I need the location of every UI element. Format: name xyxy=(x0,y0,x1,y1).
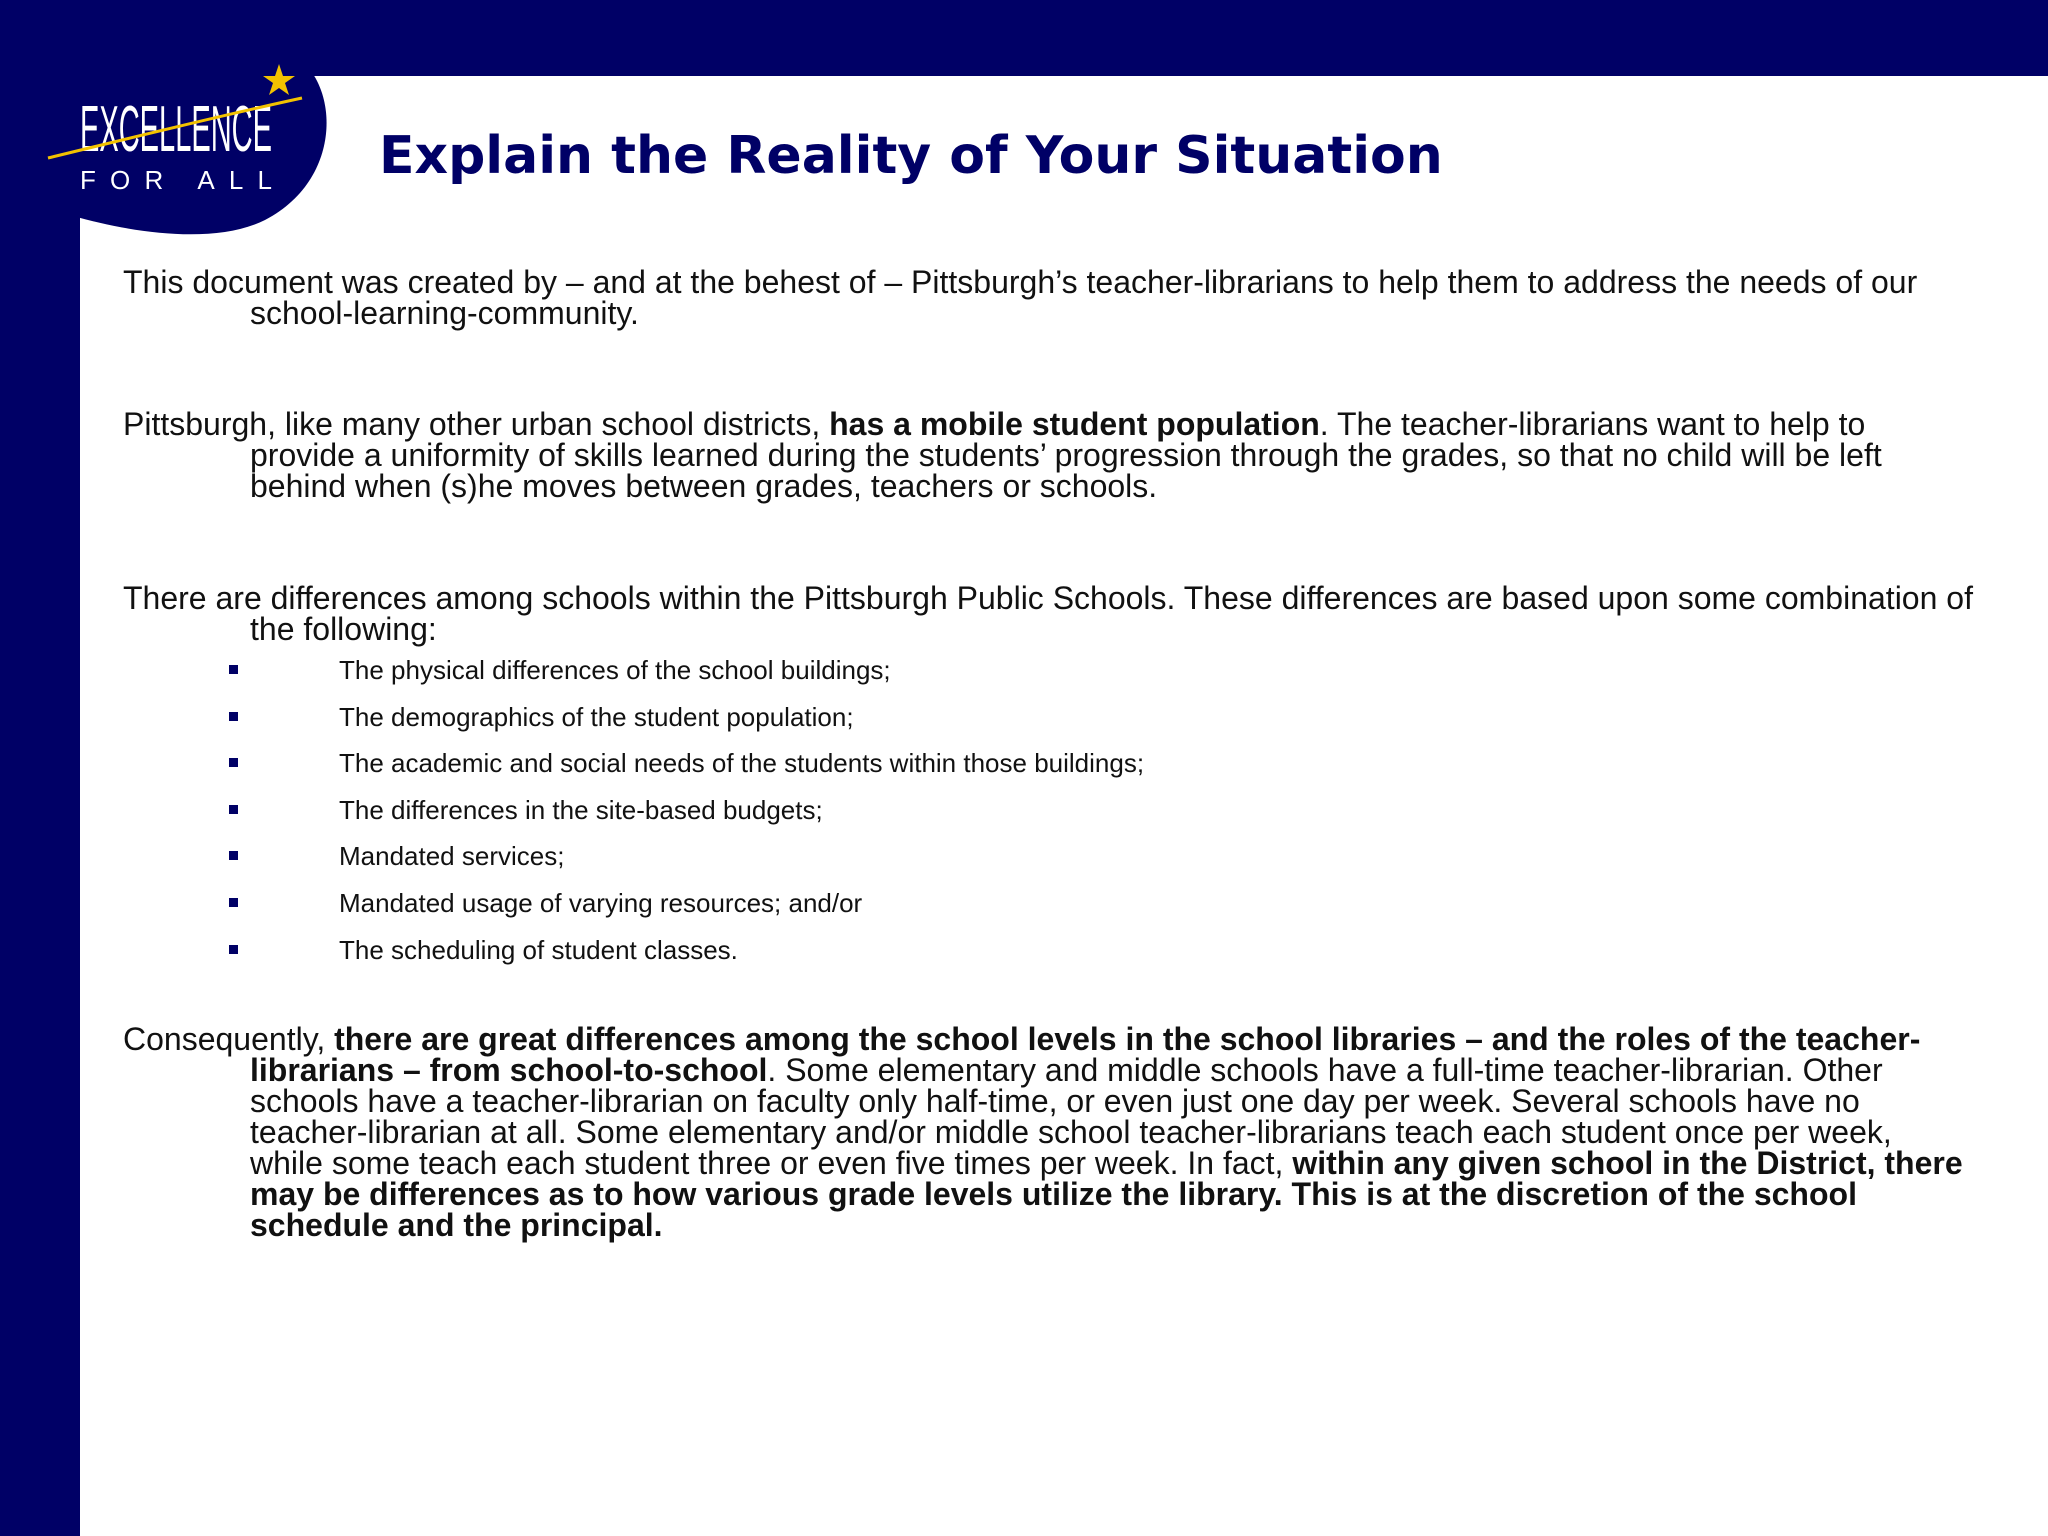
square-bullet-icon xyxy=(229,898,238,907)
consequently-text-1: Consequently, xyxy=(123,1020,335,1057)
differences-paragraph xyxy=(123,580,1973,647)
list-item xyxy=(123,841,1973,871)
differences-list xyxy=(123,655,1973,965)
list-item-text: Mandated usage of varying resources; and/or xyxy=(339,887,863,918)
list-item xyxy=(123,655,1973,685)
list-item xyxy=(123,888,1973,918)
square-bullet-icon xyxy=(229,945,238,954)
mobile-text-1: Pittsburgh, like many other urban school districts, xyxy=(123,406,830,442)
square-bullet-icon xyxy=(229,805,238,814)
list-item-text: The demographics of the student population; xyxy=(339,701,854,732)
logo-for-all-text: FOR ALL xyxy=(80,165,272,195)
square-bullet-icon xyxy=(229,851,238,860)
consequently-emphasis-2: within any given school in the District, there may be differences as to how various grade levels utilize the library. This is at the discretion of the school schedule and the principal. xyxy=(250,1144,1963,1243)
differences-text: There are differences among schools within the Pittsburgh Public Schools. These differences are based upon some combination of the following: xyxy=(123,580,1973,647)
list-item-text: The scheduling of student classes. xyxy=(339,934,738,965)
mobile-population-paragraph xyxy=(123,406,1973,504)
square-bullet-icon xyxy=(229,758,238,767)
list-item xyxy=(123,702,1973,732)
list-item-text: The differences in the site-based budgets; xyxy=(339,794,823,825)
excellence-for-all-logo xyxy=(20,48,336,236)
intro-paragraph xyxy=(123,264,1973,331)
list-item-text: The physical differences of the school buildings; xyxy=(339,655,891,685)
consequently-paragraph xyxy=(123,1020,1973,1243)
consequently-text-2: . Some elementary and middle schools have a full-time teacher-librarian. Other schools have a teacher-librarian on faculty only half-time, or even just one day per week. Several schools have no teacher-librarian at all. Some elementary and/or middle school teacher-librarians teach each student once per week, while some teach each student three or even five times per week. In fact, xyxy=(250,1051,1892,1181)
list-item xyxy=(123,935,1973,965)
mobile-text-2: . The teacher-librarians want to help to provide a uniformity of skills learned during the students’ progression through the grades, so that no child will be left behind when (s)he moves between grades, teachers or schools. xyxy=(250,406,1882,504)
square-bullet-icon xyxy=(229,712,238,721)
slide-body xyxy=(123,264,1973,1243)
square-bullet-icon xyxy=(229,665,238,674)
list-item xyxy=(123,748,1973,778)
mobile-emphasis: has a mobile student population xyxy=(829,406,1320,442)
consequently-emphasis-1: there are great differences among the school levels in the school libraries – and the roles of the teacher-librarians – from school-to-school xyxy=(250,1020,1921,1088)
slide-title: Explain the Reality of Your Situation xyxy=(379,126,1443,186)
logo-excellence-text: EXCELLENCE xyxy=(80,91,272,166)
list-item-text: Mandated services; xyxy=(339,841,565,872)
list-item xyxy=(123,795,1973,825)
list-item-text: The academic and social needs of the students within those buildings; xyxy=(339,748,1145,779)
intro-text: This document was created by – and at the behest of – Pittsburgh’s teacher-librarians to help them to address the needs of our school-learning-community. xyxy=(123,264,1918,331)
